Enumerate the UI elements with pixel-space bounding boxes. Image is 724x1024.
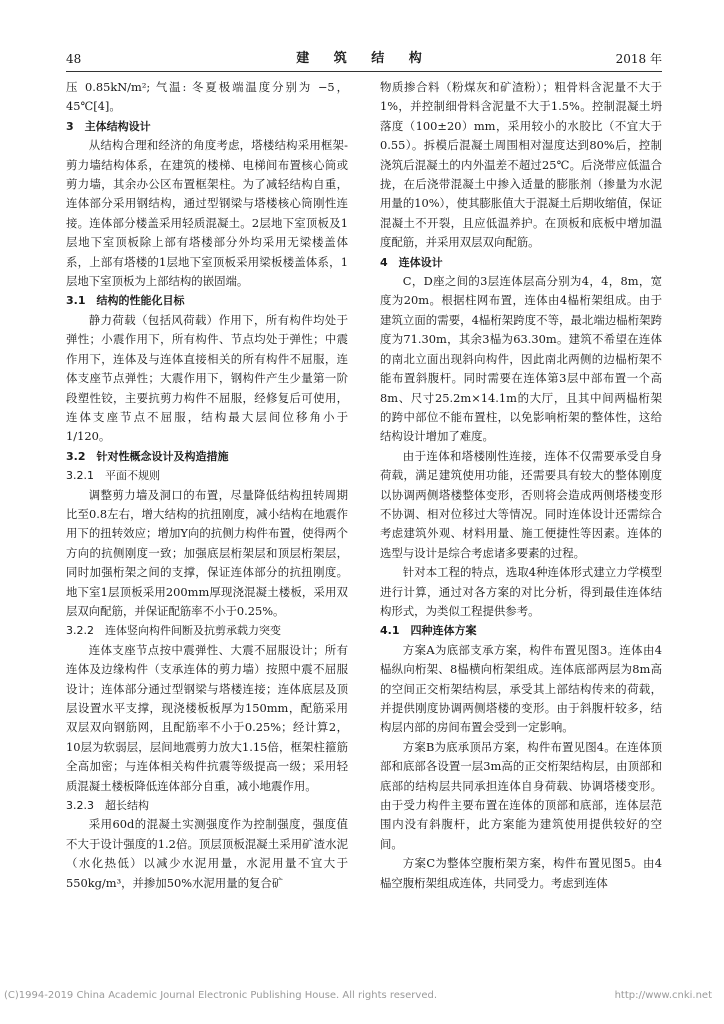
- section-heading: 3.2 针对性概念设计及构造措施: [66, 449, 229, 463]
- body-paragraph: 采用60d的混凝土实测强度作为控制强度，强度值不大于设计强度的1.2倍。顶层顶板混凝土采用矿渣水泥（水化热低）以减少水泥用量，水泥用量不宜大于550kg/m³，并掺加50%水泥用量的复合矿: [66, 817, 348, 890]
- left-column: [66, 78, 348, 893]
- section-heading: 4.1 四种连体方案: [380, 624, 477, 638]
- body-paragraph: 静力荷载（包括风荷载）作用下，所有构件均处于弹性；小震作用下，所有构件、节点均处于弹性；中震作用下，连体及与连体直接相关的所有构件不屈服，连体支座节点弹性；大震作用下，钢构件产生少量第一阶段塑性铰，主要抗剪力构件不屈服，经修复后可使用，连体支座节点不屈服，结构最大层间位移角小于1/120。: [66, 312, 348, 444]
- body-paragraph: 调整剪力墙及洞口的布置，尽量降低结构扭转周期比至0.8左右，增大结构的抗扭刚度，减小结构在地震作用下的扭转效应；增加Y向的抗侧力构件布置，使得两个方向的抗侧刚度一致；加强底层桁架层和顶层桁架层，同时加强桁架之间的支撑，保证连体部分的抗扭刚度。地下室1层顶板采用200mm厚现浇混凝土楼板，采用双层双向配筋，并保证配筋率不小于0.25%。: [66, 487, 348, 618]
- subsection-heading: 3.2.2 连体竖向构件间断及抗剪承载力突变: [66, 624, 281, 638]
- body-paragraph: 方案C为整体空腹桁架方案，构件布置见图5。由4榀空腹桁架组成连体，共同受力。考虑到连体: [380, 856, 662, 890]
- body-paragraph: 连体支座节点按中震弹性、大震不屈服设计；所有连体及边缘构件（支承连体的剪力墙）按照中震不屈服设计；连体部分通过型钢梁与塔楼连接；连体底层及顶层设置水平支撑，现浇楼板板厚为150mm，配筋采用双层双向钢筋网，且配筋率不小于0.25%；经计算2，10层为软弱层，层间地震剪力放大1.15倍，框架柱箍筋全高加密；与连体相关构件抗震等级提高一级；采用轻质混凝土楼板降低连体部分自重，减小地震作用。: [66, 642, 348, 793]
- body-paragraph: 由于连体和塔楼刚性连接，连体不仅需要承受自身荷载，满足建筑使用功能，还需要具有较大的整体刚度以协调两侧塔楼整体变形，否则将会造成两侧塔楼变形不协调、相对位移过大等情况。同时连体设计还需综合考虑建筑外观、材料用量、施工便捷性等因素。连体的选型与设计是综合考虑诸多要素的过程。: [380, 448, 662, 560]
- body-paragraph: 方案A为底部支承方案，构件布置见图3。连体由4榀纵向桁架、8榀横向桁架组成。连体底部两层为8m高的空间正交桁架结构层，承受其上部结构传来的荷载，并提供刚度协调两侧塔楼的变形。由于斜腹杆较多，结构层内部的房间布置会受到一定影响。: [380, 642, 662, 735]
- journal-title: 建 筑 结 构: [296, 51, 432, 66]
- body-paragraph: 方案B为底承顶吊方案，构件布置见图4。在连体顶部和底部各设置一层3m高的正交桁架结构层，由顶部和底部的结构层共同承担连体自身荷载、协调塔楼变形。由于受力构件主要布置在连体的顶部和底部，连体层范围内没有斜腹杆，此方案能为建筑使用提供较好的空间。: [380, 739, 662, 851]
- copyright-notice: (C)1994-2019 China Academic Journal Electronic Publishing House. All rights reserved.: [4, 990, 437, 1001]
- section-heading: 3 主体结构设计: [66, 119, 151, 133]
- right-column: [380, 78, 662, 893]
- page-number: 48: [66, 52, 82, 66]
- page-footer: [0, 990, 724, 1006]
- body-paragraph: 物质掺合料（粉煤灰和矿渣粉）；粗骨料含泥量不大于1%，并控制细骨料含泥量不大于1.5%。控制混凝土坍落度（100±20）mm，采用较小的水胶比（不宜大于0.55）。拆模后混凝土周围相对湿度达到80%后，控制浇筑后混凝土的内外温差不超过25℃。后浇带应低温合拢，在后浇带混凝土中掺入适量的膨胀剂（掺量为水泥用量的10%），使其膨胀值大于混凝土后期收缩值，保证混凝土不开裂，且应低温养护。在顶板和底板中增加温度配筋，并采用双层双向配筋。: [380, 80, 662, 250]
- body-paragraph: 从结构合理和经济的角度考虑，塔楼结构采用框架-剪力墙结构体系，在建筑的楼梯、电梯间布置核心筒或剪力墙，其余办公区布置框架柱。为了减轻结构自重，连体部分采用钢结构，通过型钢梁与塔楼核心筒刚性连接。连体部分楼盖采用轻质混凝土。2层地下室顶板及1层地下室顶板除上部有塔楼部分外均采用无梁楼盖体系，上部有塔楼的1层地下室顶板采用梁板楼盖体系，1层地下室顶板为上部结构的嵌固端。: [66, 138, 348, 289]
- cnki-url: http://www.cnki.net: [614, 990, 712, 1001]
- publication-year: 2018 年: [615, 52, 662, 66]
- body-paragraph: C，D座之间的3层连体层高分别为4，4，8m，宽度为20m。根据柱网布置，连体由4榀桁架组成。由于建筑立面的需要，4榀桁架跨度不等，最北端边榀桁架跨度为71.30m，其余3榀为63.30m。建筑不希望在连体的南北立面出现斜向构件，因此南北两侧的边榀桁架不能布置斜腹杆。同时需要在连体第3层中部布置一个高8m、尺寸25.2m×14.1m的大厅，且其中间两榀桁架的跨中部位不能布置柱，以免影响桁架的整体性，这给结构设计增加了难度。: [380, 274, 662, 444]
- subsection-heading: 3.2.3 超长结构: [66, 799, 149, 813]
- header-rule: [66, 71, 662, 72]
- section-heading: 4 连体设计: [380, 255, 443, 269]
- body-paragraph: 针对本工程的特点，选取4种连体形式建立力学模型进行计算，通过对各方案的对比分析，得到最佳连体结构形式，为类似工程提供参考。: [380, 565, 662, 618]
- page-header: [66, 48, 662, 70]
- section-heading: 3.1 结构的性能化目标: [66, 294, 185, 308]
- body-paragraph: 压 0.85kN/m²; 气温: 冬夏极端温度分别为 −5，45℃[4]。: [66, 80, 348, 114]
- subsection-heading: 3.2.1 平面不规则: [66, 469, 160, 483]
